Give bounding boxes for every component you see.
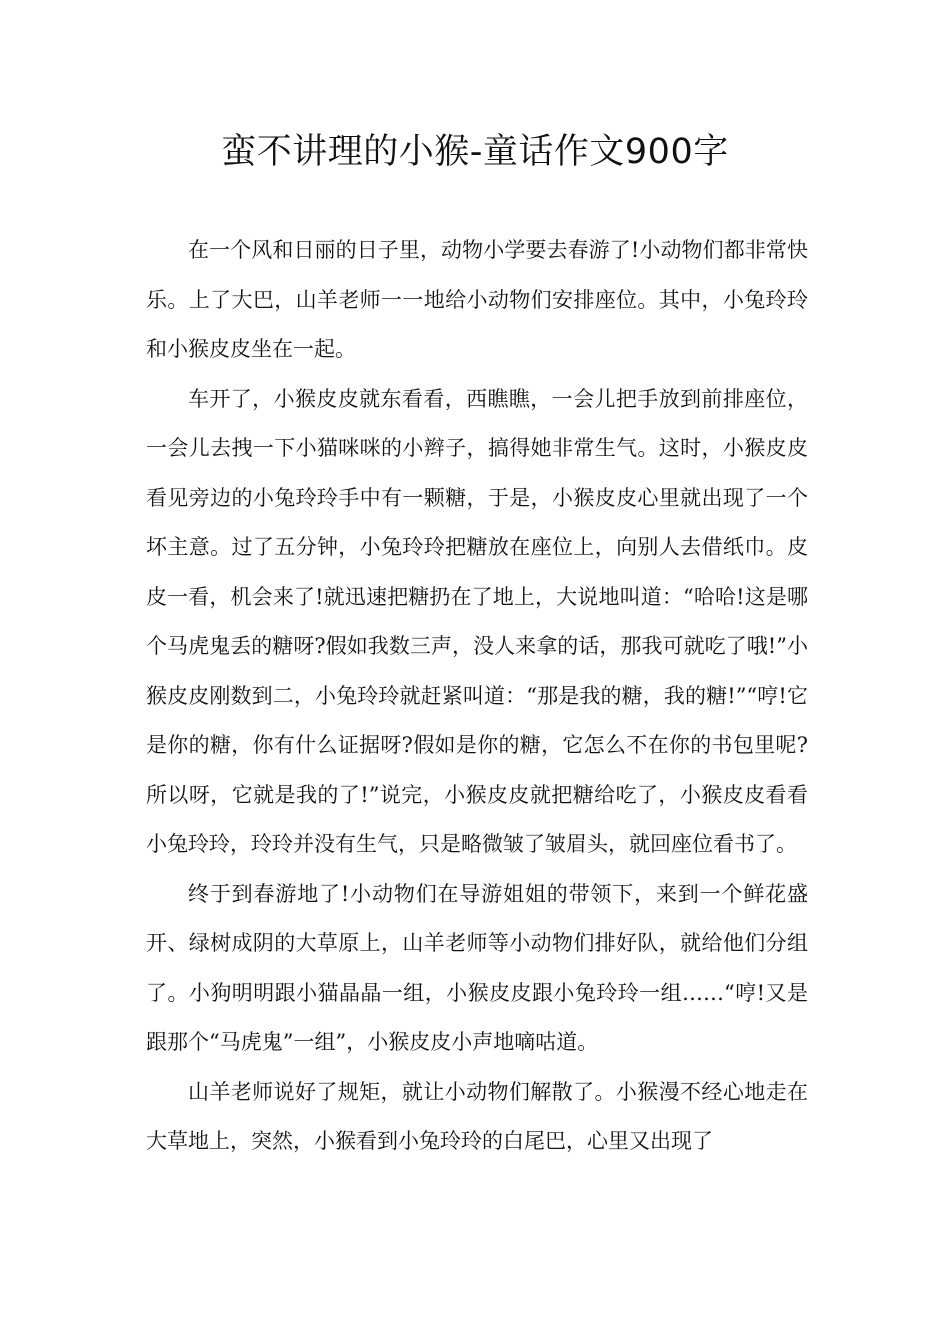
paragraph-3: 终于到春游地了!小动物们在导游姐姐的带领下，来到一个鲜花盛开、绿树成阴的大草原上，山羊老师等小动物们排好队，就给他们分组了。小狗明明跟小猫晶晶一组，小猴皮皮跟小兔玲玲一组……“哼!又是跟那个“马虎鬼”一组”，小猴皮皮小声地嘀咕道。 [146, 881, 808, 1054]
paragraph-1: 在一个风和日丽的日子里，动物小学要去春游了!小动物们都非常快乐。上了大巴，山羊老师一一地给小动物们安排座位。其中，小兔玲玲和小猴皮皮坐在一起。 [146, 238, 808, 361]
article-body [146, 226, 808, 1167]
paragraph-4: 山羊老师说好了规矩，就让小动物们解散了。小猴漫不经心地走在大草地上，突然，小猴看到小兔玲玲的白尾巴，心里又出现了 [146, 1079, 808, 1153]
paragraph-2: 车开了，小猴皮皮就东看看，西瞧瞧，一会儿把手放到前排座位，一会儿去拽一下小猫咪咪的小辫子，搞得她非常生气。这时，小猴皮皮看见旁边的小兔玲玲手中有一颗糖，于是，小猴皮皮心里就出现了一个坏主意。过了五分钟，小兔玲玲把糖放在座位上，向别人去借纸巾。皮皮一看，机会来了!就迅速把糖扔在了地上，大说地叫道：“哈哈!这是哪个马虎鬼丢的糖呀?假如我数三声，没人来拿的话，那我可就吃了哦!”小猴皮皮刚数到二，小兔玲玲就赶紧叫道：“那是我的糖，我的糖!”“哼!它是你的糖，你有什么证据呀?假如是你的糖，它怎么不在你的书包里呢?所以呀，它就是我的了!”说完，小猴皮皮就把糖给吃了，小猴皮皮看看小兔玲玲，玲玲并没有生气，只是略微皱了皱眉头，就回座位看书了。 [146, 386, 808, 856]
page-title: 蛮不讲理的小猴-童话作文900字 [221, 132, 729, 172]
